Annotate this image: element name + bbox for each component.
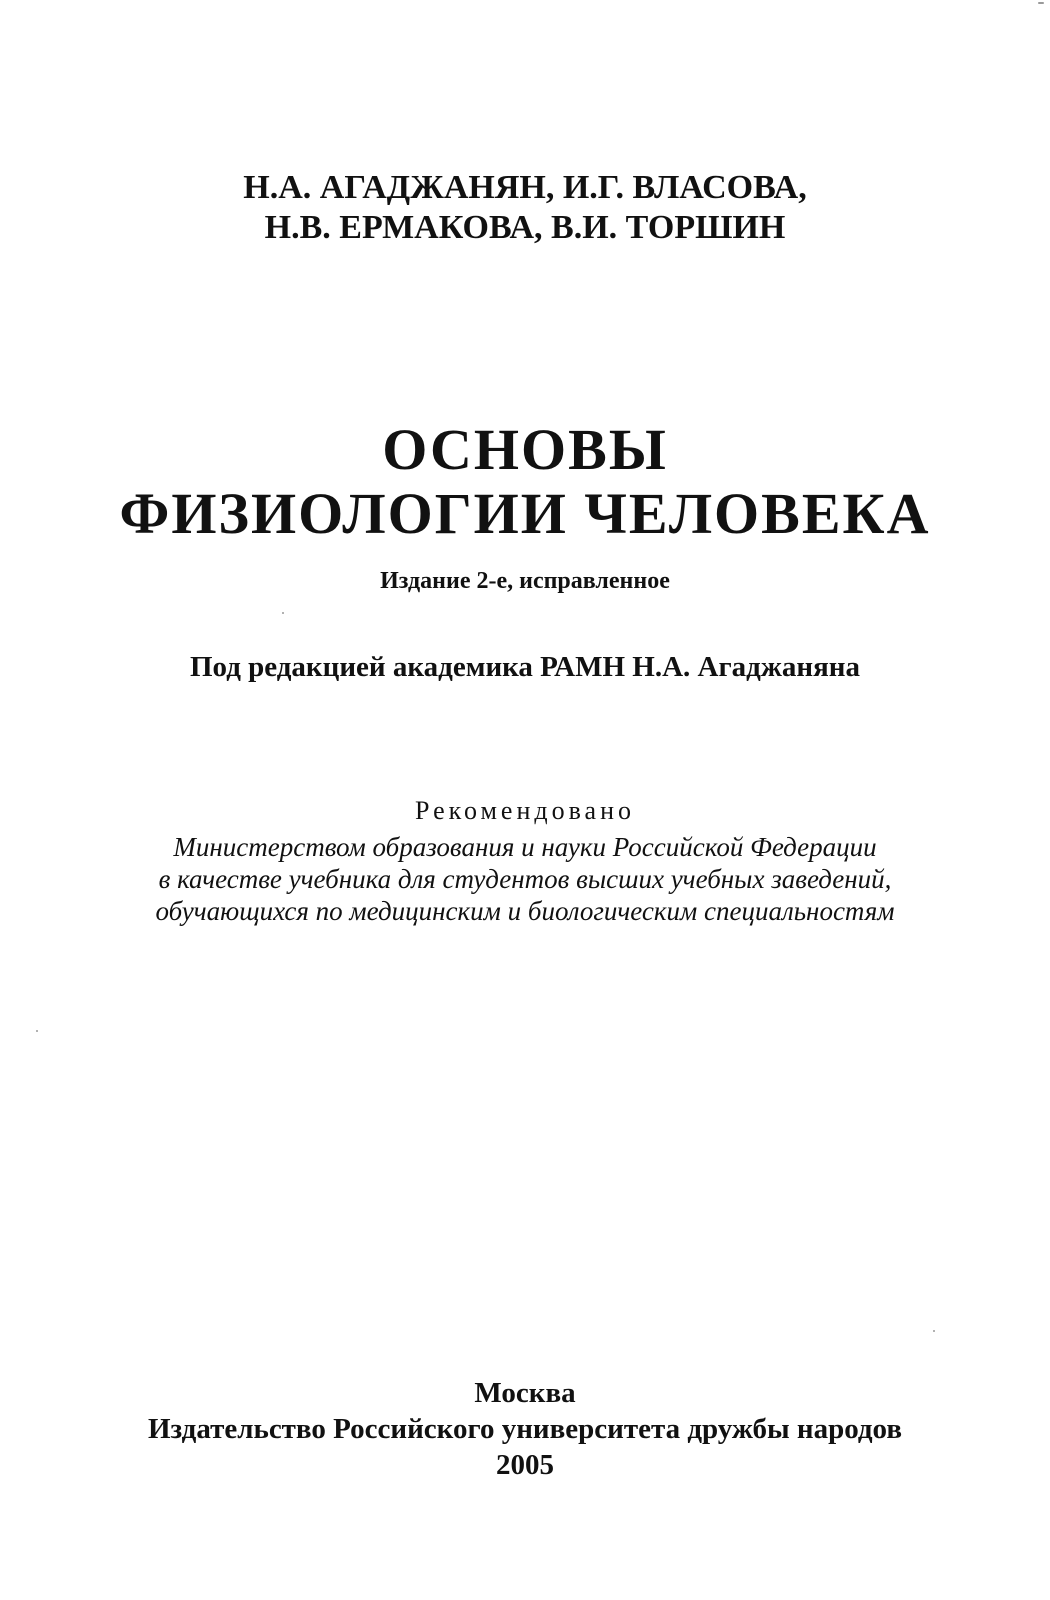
recommendation-text (0, 831, 1050, 927)
scan-speck (36, 1030, 38, 1032)
recommendation-line-2: в качестве учебника для студентов высших учебных заведений, (158, 864, 892, 894)
imprint-city: Москва (474, 1377, 576, 1409)
scan-speck (933, 1330, 935, 1332)
recommendation-line-3: обучающихся по медицинским и биологическим специальностям (155, 896, 895, 926)
imprint-publisher: Издательство Российского университета дружбы народов (147, 1413, 902, 1445)
scan-speck (1038, 2, 1044, 4)
edition: Издание 2-е, исправленное (380, 568, 670, 594)
book-title-line-2: ФИЗИОЛОГИИ ЧЕЛОВЕКА (119, 481, 931, 546)
imprint (0, 1375, 1050, 1483)
authors-line-2: Н.В. ЕРМАКОВА, В.И. ТОРШИН (264, 209, 786, 246)
book-title-line-1: ОСНОВЫ (382, 417, 668, 482)
editor-line: Под редакцией академика РАМН Н.А. Агаджаняна (190, 651, 860, 683)
recommendation-line-1: Министерством образования и науки Российской Федерации (173, 832, 877, 862)
imprint-year: 2005 (496, 1449, 554, 1481)
recommended-label: Рекомендовано (415, 796, 635, 825)
book-title (0, 418, 1050, 546)
authors-line-1: Н.А. АГАДЖАНЯН, И.Г. ВЛАСОВА, (243, 169, 807, 206)
authors (0, 168, 1050, 248)
scan-speck (282, 612, 284, 614)
